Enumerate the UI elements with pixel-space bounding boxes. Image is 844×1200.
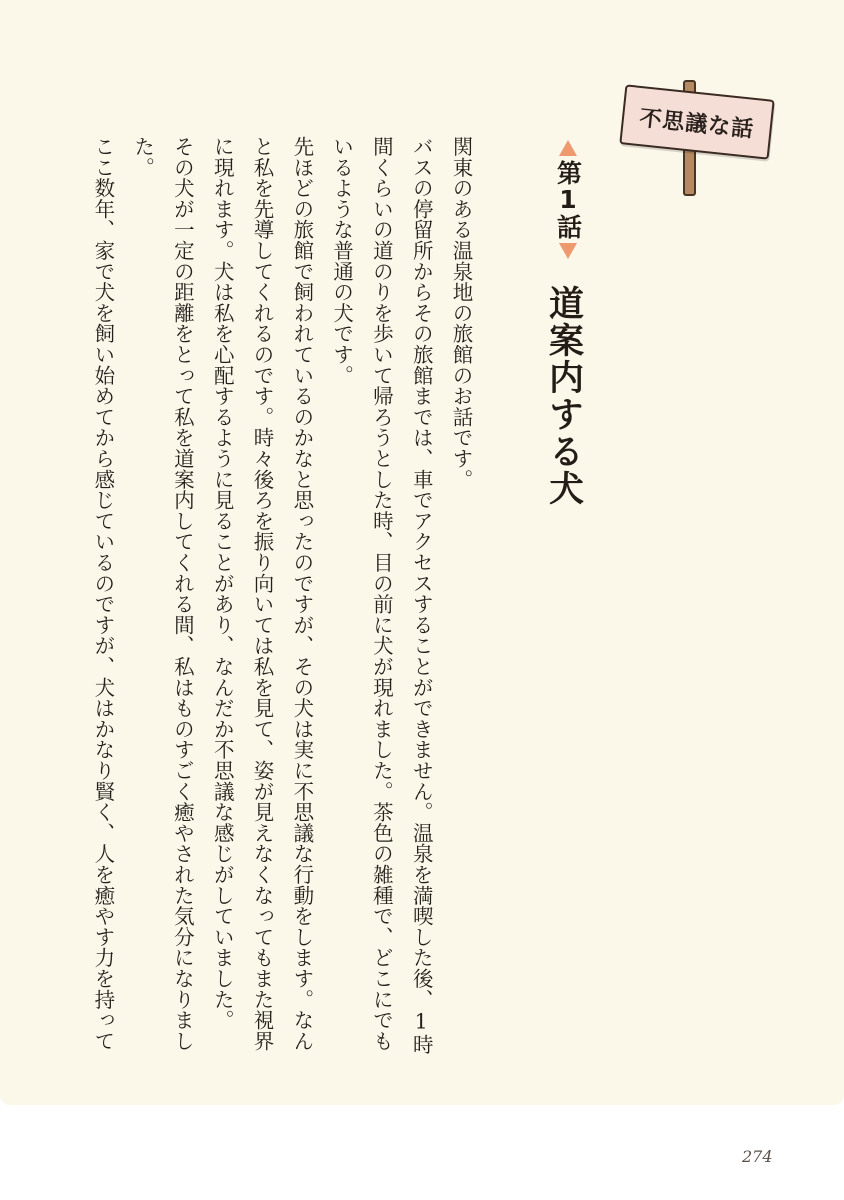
paragraph: その犬が一定の距離をとって私を道案内してくれる間、私はものすごく癒やされた気分になりました。 (130, 136, 195, 1052)
paragraph: 先ほどの旅館で飼われているのかなと思ったのですが、その犬は実に不思議な行動をします。なんと私を先導してくれるのです。時々後ろを振り向いては私を見て、姿が見えなくなってもまた視界に現れます。犬は私を心配するように見ることがあり、なんだか不思議な感じがしていました。 (210, 136, 314, 1052)
category-label: 不思議な話 (638, 105, 756, 143)
triangle-up-icon (559, 140, 577, 156)
page-margin-bottom (0, 1090, 844, 1200)
page-background-edge (0, 1075, 844, 1105)
story-body (90, 136, 480, 1056)
paragraph: バスの停留所からその旅館までは、車でアクセスすることができません。温泉を満喫した後、1時間くらいの道のりを歩いて帰ろうとした時、目の前に犬が現れました。茶色の雑種で、どこにでもいるような普通の犬です。 (329, 136, 434, 1055)
paragraph: 関東のある温泉地の旅館のお話です。 (449, 136, 473, 490)
paragraph: ここ数年、家で犬を飼い始めてから感じているのですが、犬はかなり賢く、人を癒やす力を持って (90, 136, 115, 1052)
episode-marker (548, 140, 588, 259)
triangle-down-icon (559, 243, 577, 259)
story-title: 道案内する犬 (543, 285, 584, 507)
episode-label: 第1話 (553, 160, 583, 239)
page-number: 274 (742, 1147, 773, 1166)
